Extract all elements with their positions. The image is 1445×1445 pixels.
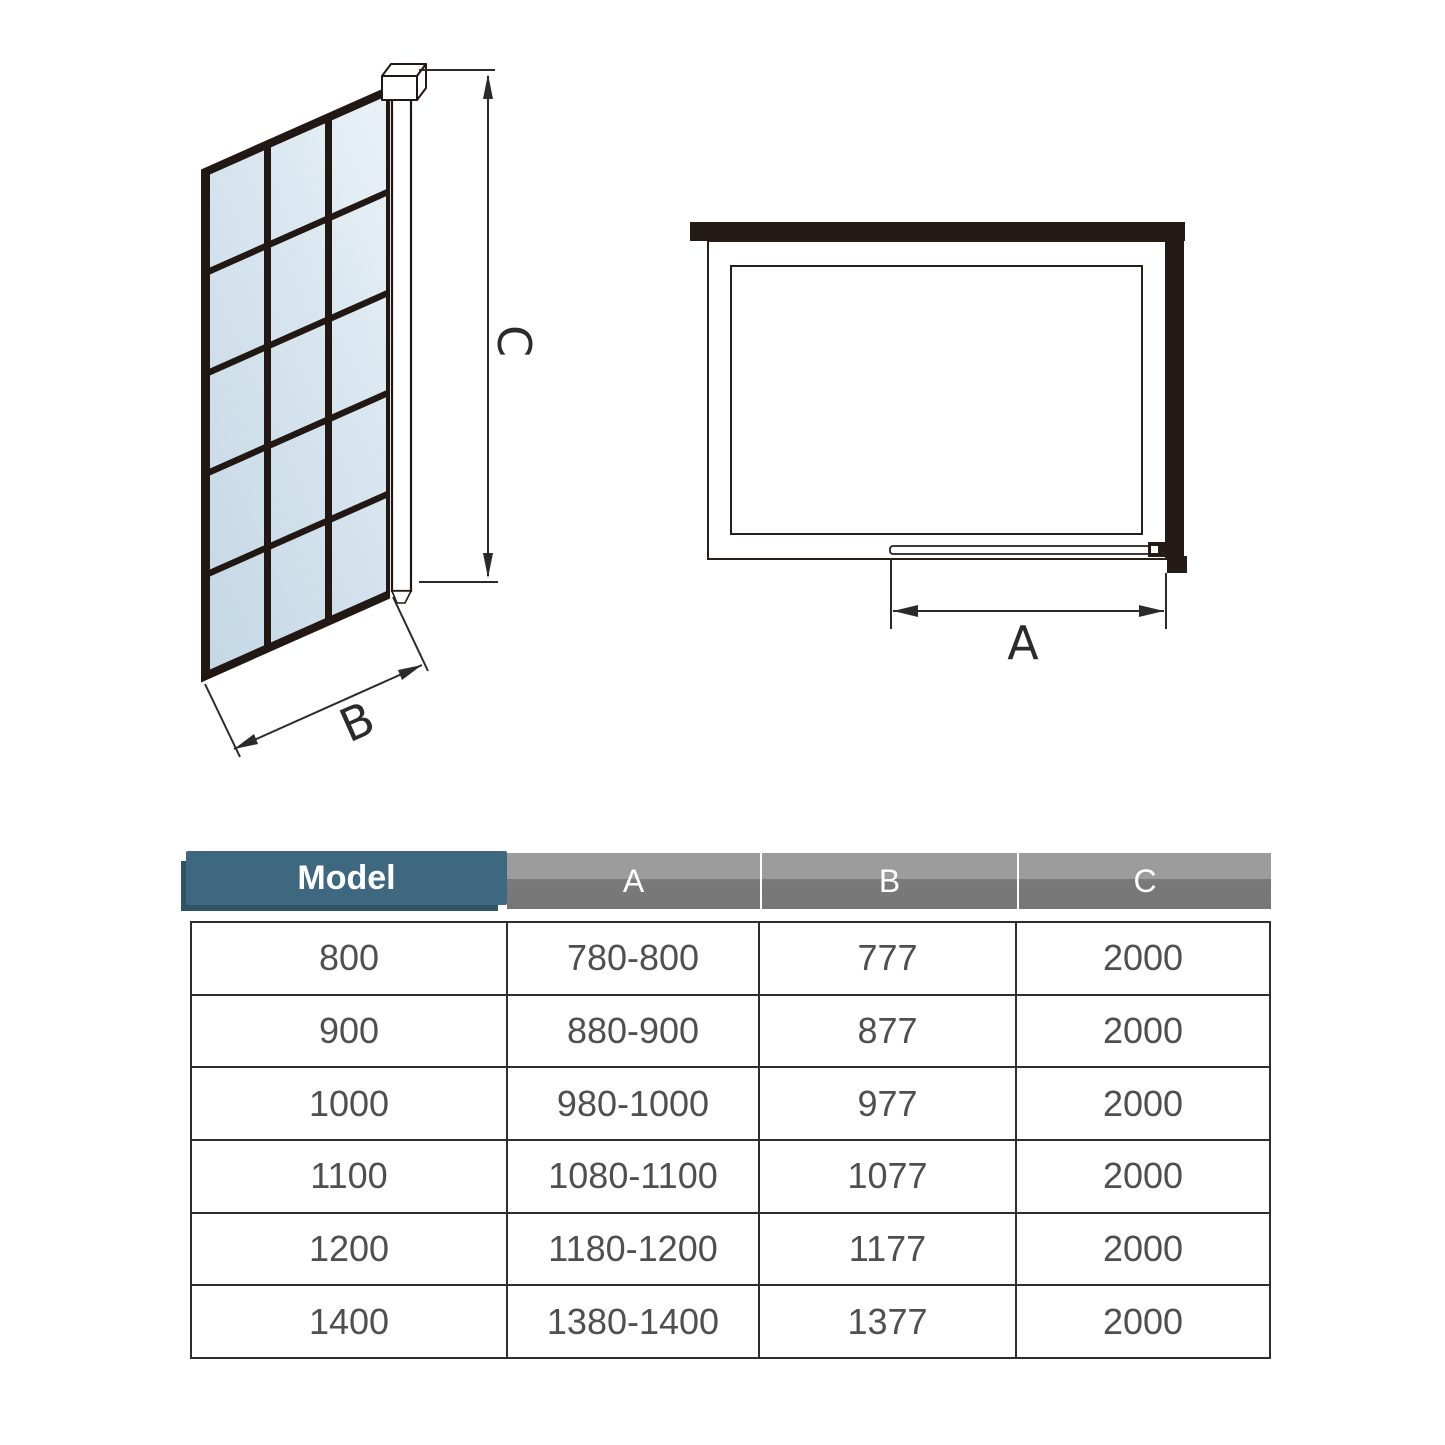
header-b: B bbox=[760, 853, 1017, 909]
glass-panel-plan bbox=[890, 546, 1153, 554]
table-cell: 800 bbox=[191, 922, 507, 995]
dimension-label-a: A bbox=[1007, 616, 1039, 670]
table-cell: 880-900 bbox=[507, 995, 759, 1068]
dimension-c bbox=[419, 70, 498, 582]
size-table-header bbox=[186, 851, 1269, 911]
table-cell: 1100 bbox=[191, 1140, 507, 1213]
header-model: Model bbox=[186, 851, 507, 905]
table-cell: 2000 bbox=[1016, 1140, 1270, 1213]
table-cell: 977 bbox=[759, 1067, 1016, 1140]
shower-tray-inner bbox=[731, 266, 1142, 534]
table-cell: 1377 bbox=[759, 1285, 1016, 1358]
table-row bbox=[191, 922, 1270, 995]
header-c: C bbox=[1017, 853, 1271, 909]
table-cell: 2000 bbox=[1016, 922, 1270, 995]
table-cell: 900 bbox=[191, 995, 507, 1068]
table-cell: 877 bbox=[759, 995, 1016, 1068]
table-cell: 777 bbox=[759, 922, 1016, 995]
grid-glass-panel bbox=[202, 87, 389, 681]
table-cell: 2000 bbox=[1016, 995, 1270, 1068]
table-cell: 1080-1100 bbox=[507, 1140, 759, 1213]
table-cell: 980-1000 bbox=[507, 1067, 759, 1140]
table-cell: 1180-1200 bbox=[507, 1213, 759, 1286]
wall-profile-bar bbox=[392, 77, 411, 603]
header-a: A bbox=[507, 853, 760, 909]
table-row bbox=[191, 995, 1270, 1068]
table-row bbox=[191, 1140, 1270, 1213]
size-table bbox=[186, 851, 1269, 1342]
table-row bbox=[191, 1067, 1270, 1140]
table-cell: 1077 bbox=[759, 1140, 1016, 1213]
wall-bracket bbox=[1148, 542, 1166, 557]
table-cell: 1177 bbox=[759, 1213, 1016, 1286]
table-row bbox=[191, 1213, 1270, 1286]
dimension-label-b: B bbox=[331, 690, 383, 754]
dimension-label-c: C bbox=[487, 324, 541, 358]
plan-top-view bbox=[690, 222, 1187, 670]
table-cell: 1000 bbox=[191, 1067, 507, 1140]
size-table-body bbox=[190, 921, 1271, 1359]
table-cell: 1200 bbox=[191, 1213, 507, 1286]
table-cell: 1380-1400 bbox=[507, 1285, 759, 1358]
table-cell: 2000 bbox=[1016, 1213, 1270, 1286]
table-row bbox=[191, 1285, 1270, 1358]
table-cell: 2000 bbox=[1016, 1285, 1270, 1358]
panel-front-view bbox=[202, 64, 541, 757]
table-cell: 780-800 bbox=[507, 922, 759, 995]
header-dimension-columns bbox=[507, 853, 1271, 909]
table-cell: 2000 bbox=[1016, 1067, 1270, 1140]
table-cell: 1400 bbox=[191, 1285, 507, 1358]
